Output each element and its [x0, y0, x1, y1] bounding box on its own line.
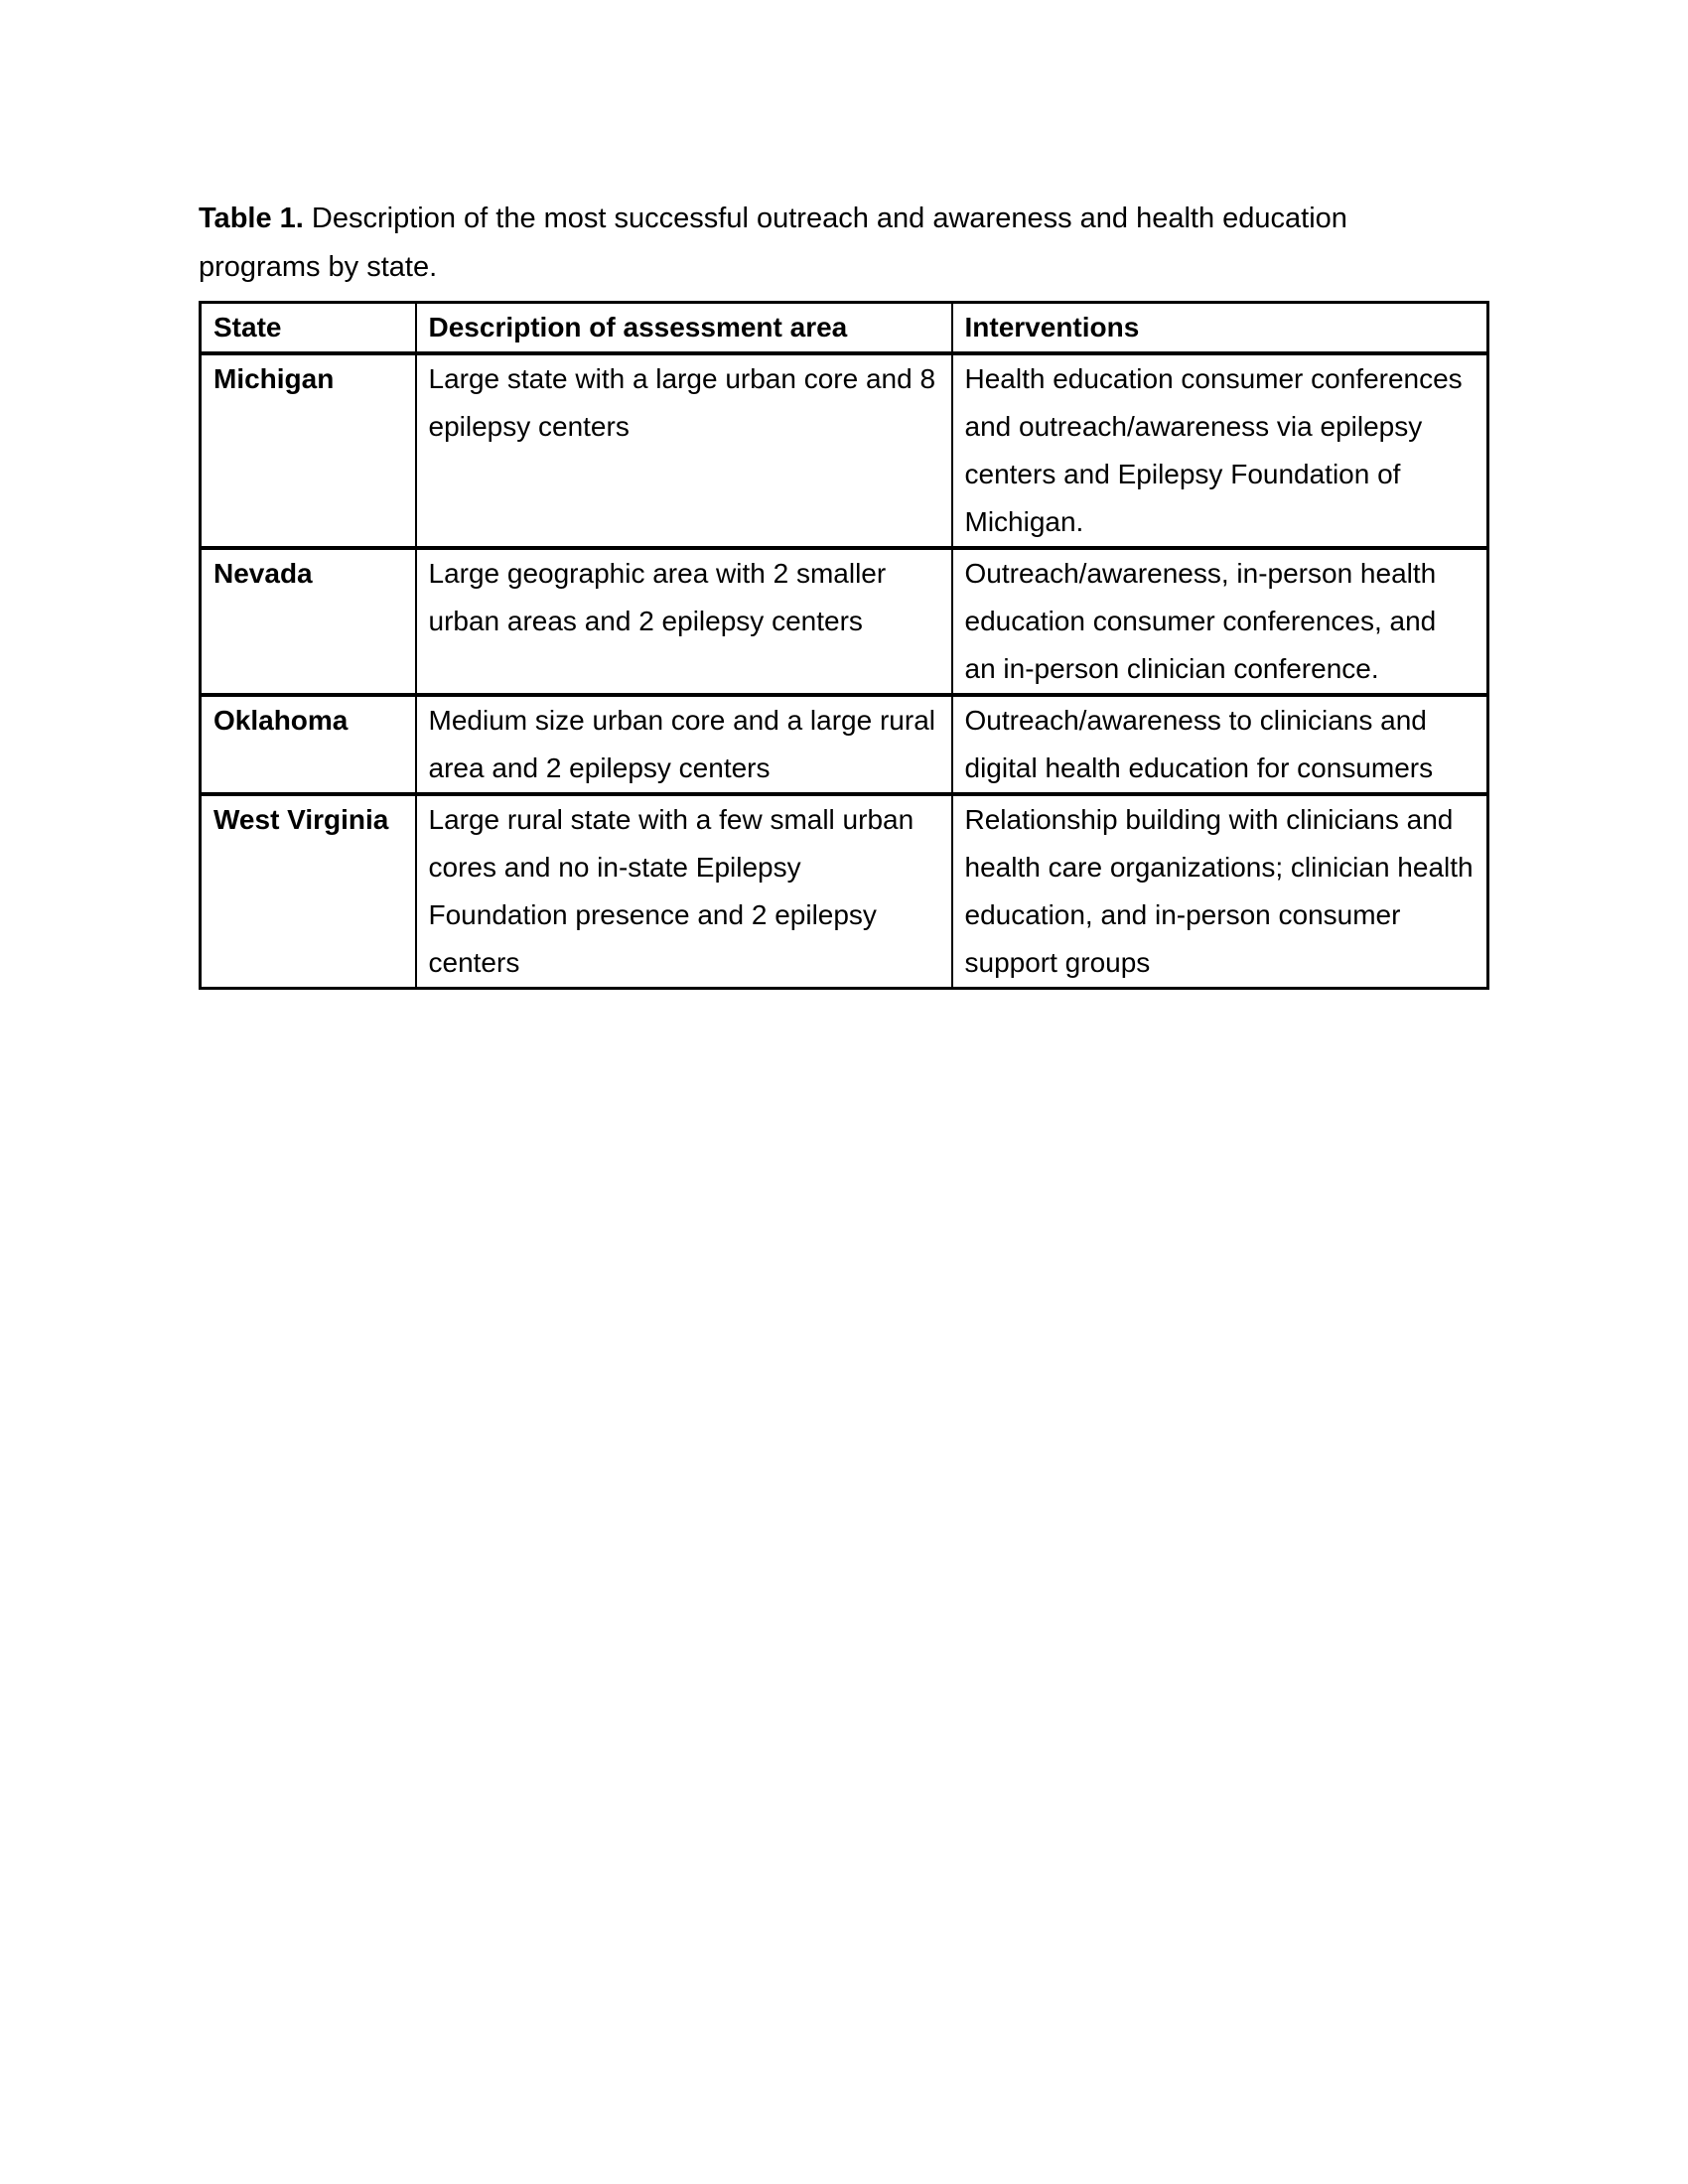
column-header-interventions: Interventions	[952, 303, 1488, 354]
caption-line-1	[199, 195, 1499, 243]
table-row-michigan	[201, 353, 1488, 548]
cell-description: Medium size urban core and a large rural area and 2 epilepsy centers	[416, 695, 952, 794]
cell-state: Michigan	[201, 353, 416, 548]
cell-description: Large rural state with a few small urban cores and no in-state Epilepsy Foundation presence and 2 epilepsy centers	[416, 794, 952, 989]
cell-description: Large state with a large urban core and 8 epilepsy centers	[416, 353, 952, 548]
cell-state: West Virginia	[201, 794, 416, 989]
table-row-nevada	[201, 548, 1488, 695]
table-row-oklahoma	[201, 695, 1488, 794]
caption-text-line-1: Description of the most successful outreach and awareness and health education	[311, 203, 1347, 234]
cell-interventions: Health education consumer conferences and outreach/awareness via epilepsy centers and Epilepsy Foundation of Michigan.	[952, 353, 1488, 548]
caption-text-line-2: programs by state.	[199, 251, 438, 283]
cell-interventions: Outreach/awareness, in-person health education consumer conferences, and an in-person clinician conference.	[952, 548, 1488, 695]
cell-description: Large geographic area with 2 smaller urban areas and 2 epilepsy centers	[416, 548, 952, 695]
cell-interventions: Outreach/awareness to clinicians and digital health education for consumers	[952, 695, 1488, 794]
table-header-row	[201, 303, 1488, 354]
table-row-west-virginia	[201, 794, 1488, 989]
table-caption	[199, 195, 1499, 292]
cell-interventions: Relationship building with clinicians and health care organizations; clinician health education, and in-person consumer support groups	[952, 794, 1488, 989]
caption-label: Table 1.	[199, 203, 304, 234]
column-header-description: Description of assessment area	[416, 303, 952, 354]
state-programs-table	[199, 301, 1489, 990]
column-header-state: State	[201, 303, 416, 354]
cell-state: Oklahoma	[201, 695, 416, 794]
cell-state: Nevada	[201, 548, 416, 695]
